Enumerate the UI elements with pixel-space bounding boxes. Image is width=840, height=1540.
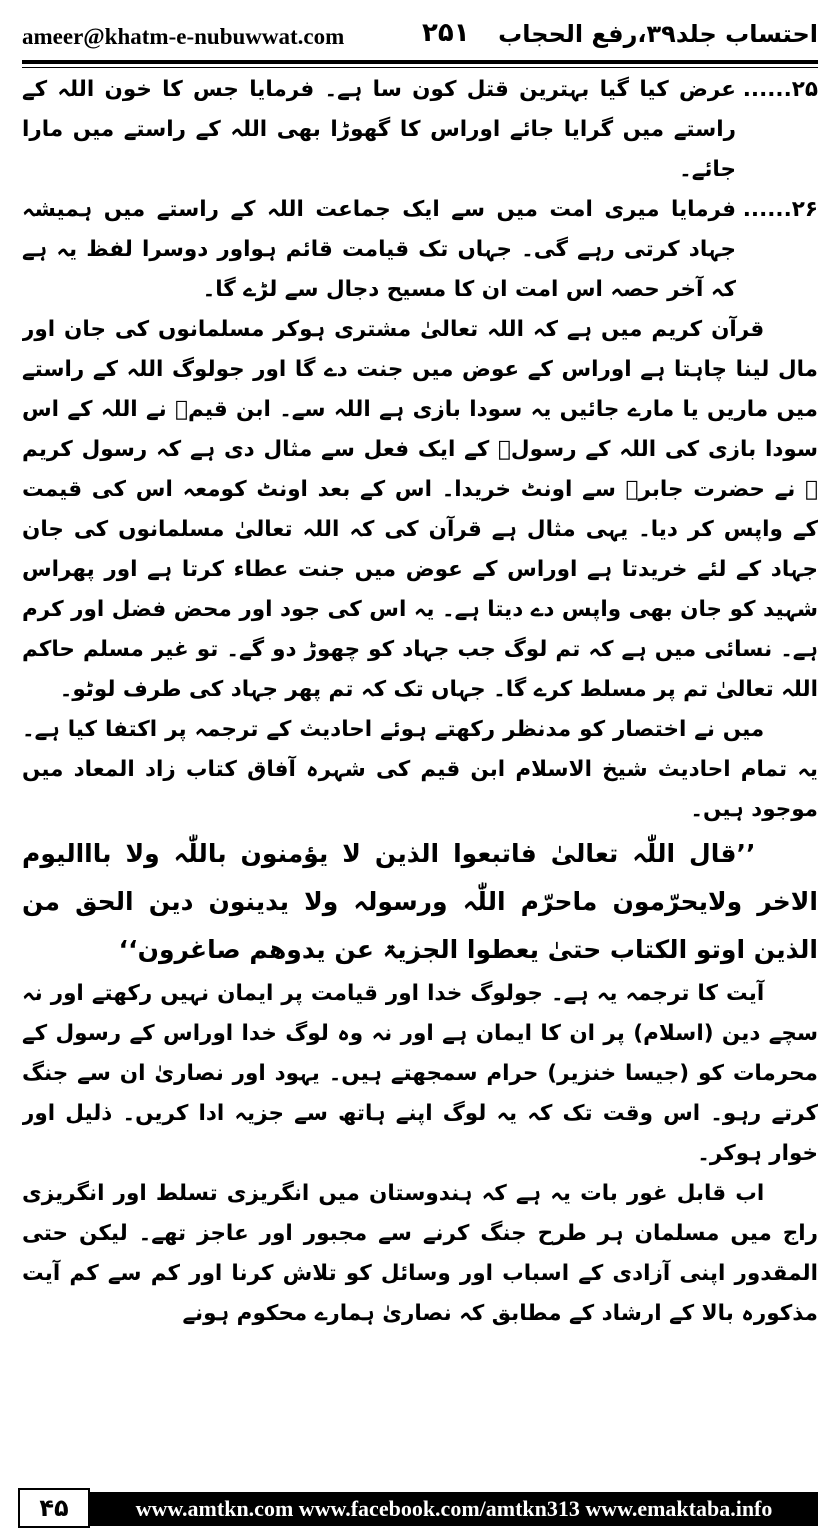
footer-links-band: www.amtkn.com www.facebook.com/amtkn313 www.emaktaba.info	[90, 1492, 818, 1526]
header-book-title: احتساب جلد۳۹،رفع الحجاب	[498, 20, 818, 48]
paragraph-verse-translation: آیت کا ترجمہ یہ ہے۔ جولوگ خدا اور قیامت پر ایمان نہیں رکھتے اور نہ سچے دین (اسلام) پر ان کا ایمان ہے اور نہ وہ لوگ خدا اوراس کے رسول کے محرمات کو (جیسا خنزیر) حرام سمجھتے ہیں۔ یہود اور نصاریٰ ان سے جنگ کرتے رہو۔ اس وقت تک کہ یہ لوگ اپنے ہاتھ سے جزیہ ادا کریں۔ ذلیل اور خوار ہوکر۔	[22, 981, 818, 1166]
arabic-verse: ’’قال اللّٰہ تعالیٰ فاتبعوا الذین لا یؤمنون باللّٰہ ولا بااالیوم الاخر ولایحرّمون ماحرّم اللّٰہ ورسولہ ولا یدینون دین الحق من الذین اوتو الکتاب حتیٰ یعطوا الجزیۃ عن یدوھم صاغرون‘‘	[22, 839, 818, 964]
header-email: ameer@khatm-e-nubuwwat.com	[22, 24, 345, 49]
item-text: عرض کیا گیا بہترین قتل کون سا ہے۔ فرمایا جس کا خون اللہ کے راستے میں گرایا جائے اوراس کا گھوڑا بھی اللہ کے راستے میں مارا جائے۔	[22, 77, 736, 182]
header-rule-thin	[22, 67, 818, 68]
paragraph-quran-bargain: قرآن کریم میں ہے کہ اللہ تعالیٰ مشتری ہوکر مسلمانوں کی جان اور مال لینا چاہتا ہے اوراس کے عوض میں جنت دے گا اور جولوگ اللہ کے راستے میں ماریں یا مارے جائیں یہ سودا بازی ہے اللہ سے۔ ابن قیمؒ نے اللہ کے اس سودا بازی کی اللہ کے رسولؐ کے ایک فعل سے مثال دی ہے کہ رسول کریم ﷺ نے حضرت جابرؓ سے اونٹ خریدا۔ اس کے بعد اونٹ کومعہ اس کی قیمت کے واپس کر دیا۔ یہی مثال ہے قرآن کی کہ اللہ تعالیٰ مسلمانوں کی جان جہاد کے لئے خریدتا ہے اوراس کے عوض میں جنت عطاء کرتا ہے اور پھراس شہید کو جان بھی واپس دے دیتا ہے۔ یہ اس کی جود اور محض فضل اور کرم ہے۔ نسائی میں ہے کہ تم لوگ جب جہاد کو چھوڑ دو گے۔ تو غیر مسلم حاکم اللہ تعالیٰ تم پر مسلط کرے گا۔ جہاں تک کہ تم پھر جہاد کی طرف لوٹو۔	[22, 317, 818, 702]
page-header	[22, 18, 818, 58]
item-number: ۲۶......	[742, 197, 818, 222]
numbered-item-26	[22, 190, 818, 310]
paragraph-conclusion: اب قابل غور بات یہ ہے کہ ہندوستان میں انگریزی تسلط اور انگریزی راج میں مسلمان ہر طرح جنگ کرنے سے مجبور اور عاجز تھے۔ لیکن حتی المقدور اپنی آزادی کے اسباب اور وسائل کو تلاش کرنا اور کم سے کم آیت مذکورہ بالا کے ارشاد کے مطابق کہ نصاریٰ ہمارے محکوم ہونے	[22, 1181, 818, 1326]
page-body	[22, 70, 818, 1468]
paragraph-translation-note: میں نے اختصار کو مدنظر رکھتے ہوئے احادیث کے ترجمہ پر اکتفا کیا ہے۔ یہ تمام احادیث شیخ الاسلام ابن قیم کی شہرہ آفاق کتاب زاد المعاد میں موجود ہیں۔	[22, 717, 818, 822]
item-number: ۲۵......	[742, 77, 818, 102]
item-text: فرمایا میری امت میں سے ایک جماعت اللہ کے راستے میں ہمیشہ جہاد کرتی رہے گی۔ جہاں تک قیامت قائم ہواور دوسرا لفظ یہ ہے کہ آخر حصہ اس امت ان کا مسیح دجال سے لڑے گا۔	[22, 197, 736, 302]
numbered-item-25	[22, 70, 818, 190]
header-page-number: ۲۵۱	[422, 18, 470, 48]
footer-page-box: ۴۵	[18, 1488, 90, 1528]
header-rule-thick	[22, 60, 818, 64]
